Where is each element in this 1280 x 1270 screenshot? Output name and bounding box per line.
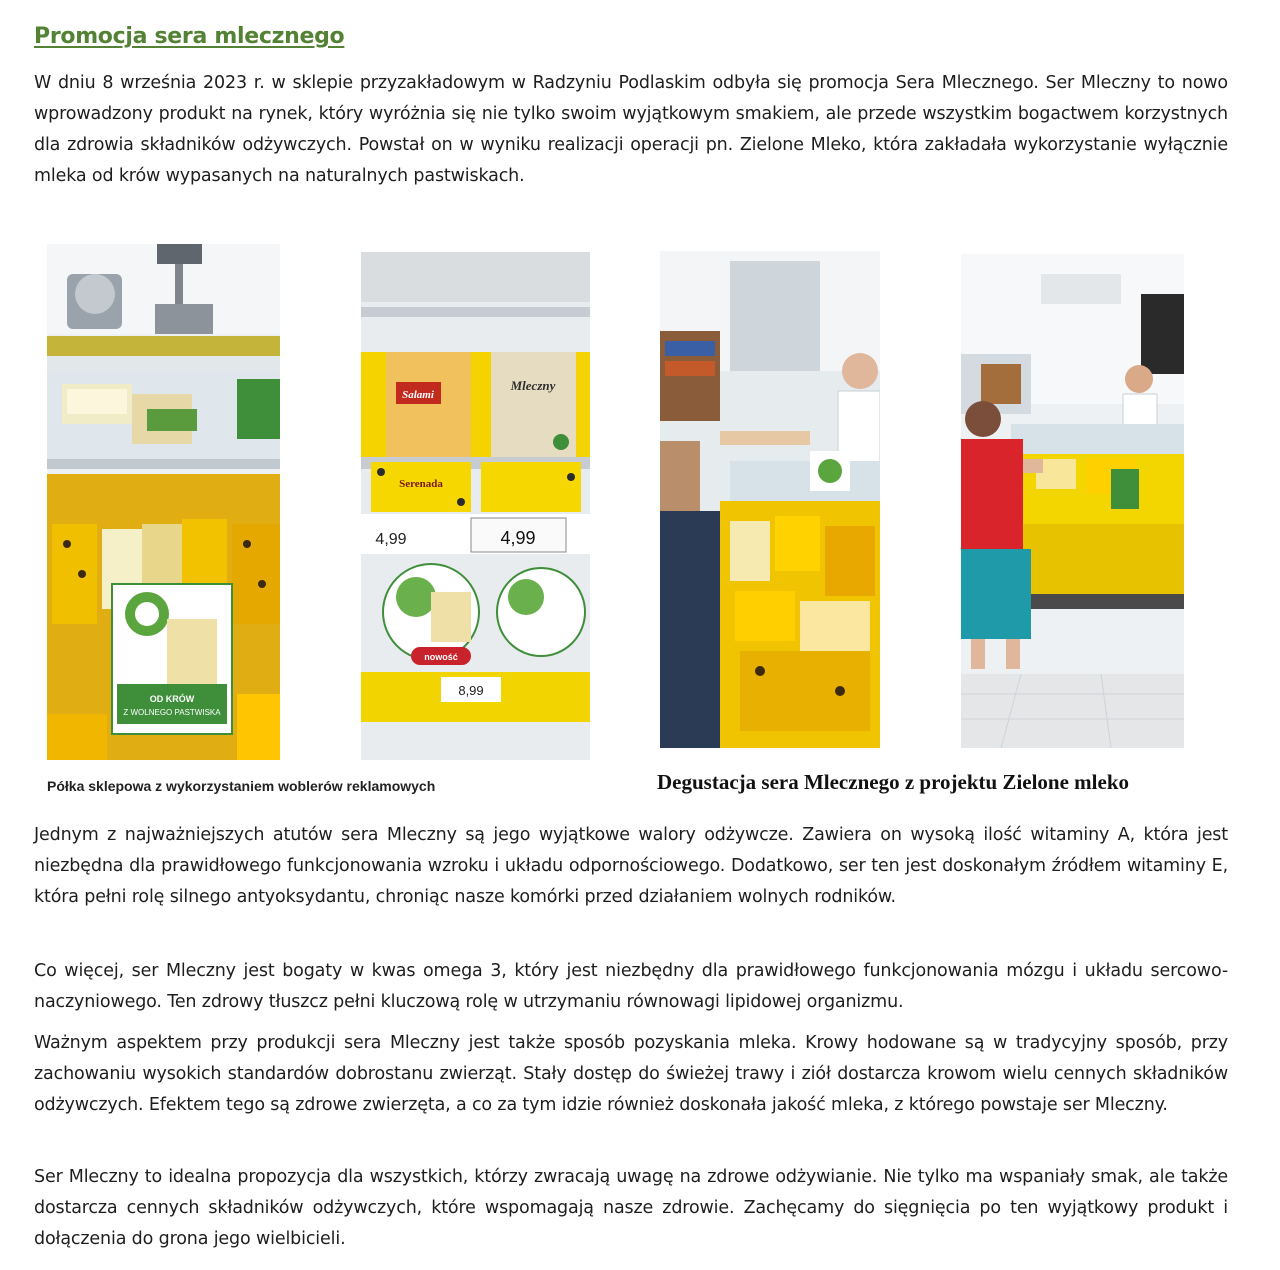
page-title: Promocja sera mlecznego [34, 24, 345, 49]
mleczny-pack-label: Mleczny [510, 378, 556, 393]
photo-shelf-products [361, 252, 590, 760]
photo-deli-counter-cheese [47, 244, 280, 760]
price-tag-2: 4,99 [500, 528, 536, 548]
paragraph-nutrition: Jednym z najważniejszych atutów sera Mleczny są jego wyjątkowe walory odżywcze. Zawiera on wysoką ilość witaminy A, która jest niezbędna dla prawidłowego funkcjonowania wzroku i układu odpornościowego. Dodatkowo, ser ten jest doskonałym źródłem witaminy E, która pełni rolę silnego antyoksydantu, chroniąc nasze komórki przed działaniem wolnych rodników. [34, 825, 1228, 907]
serenada-label-1: Serenada [399, 478, 443, 490]
price-tag-3: 8,99 [458, 683, 484, 698]
svg-text:Z WOLNEGO PASTWISKA: Z WOLNEGO PASTWISKA [123, 708, 221, 717]
nowosc-badge: nowość [424, 652, 458, 662]
salami-pack-label: Salami [402, 389, 434, 401]
paragraph-conclusion: Ser Mleczny to idealna propozycja dla wszystkich, którzy zwracają uwagę na zdrowe odżywianie. Nie tylko ma wspaniały smak, ale także dostarcza cennych składników odżywczych, które wspomagają nasze zdrowie. Zachęcamy do sięgnięcia po ten wyjątkowy produkt i dołączenia do grona jego wielbicieli. [34, 1167, 1228, 1249]
caption-tasting: Degustacja sera Mlecznego z projektu Zielone mleko [657, 770, 1130, 794]
intro-paragraph: W dniu 8 września 2023 r. w sklepie przyzakładowym w Radzyniu Podlaskim odbyła się promocja Sera Mlecznego. Ser Mleczny to nowo wprowadzony produkt na rynek, który wyróżnia się nie tylko swoim wyjątkowym smakiem, ale przede wszystkim bogactwem korzystnych dla zdrowia składników odżywczych. Powstał on w wyniku realizacji operacji pn. Zielone Mleko, która zakładała wykorzystanie wyłącznie mleka od krów wypasanych na naturalnych pastwiskach. [34, 73, 1228, 186]
svg-text:OD KRÓW: OD KRÓW [149, 694, 195, 704]
paragraph-omega3: Co więcej, ser Mleczny jest bogaty w kwas omega 3, który jest niezbędny dla prawidłowego funkcjonowania mózgu i układu sercowo-naczyniowego. Ten zdrowy tłuszcz pełni kluczową rolę w utrzymaniu równowagi lipidowej organizmu. [34, 961, 1228, 1012]
photo-tasting-counter [660, 251, 880, 748]
photo-customer-tasting [961, 254, 1184, 748]
caption-shelf: Półka sklepowa z wykorzystaniem woblerów reklamowych [47, 778, 436, 794]
paragraph-milk-source: Ważnym aspektem przy produkcji sera Mleczny jest także sposób pozyskania mleka. Krowy hodowane są w tradycyjny sposób, przy zachowaniu wysokich standardów dobrostanu zwierząt. Stały dostęp do świeżej trawy i ziół dostarcza krowom wielu cennych składników odżywczych. Efektem tego są zdrowe zwierzęta, a co za tym idzie również doskonała jakość mleka, z którego powstaje ser Mleczny. [34, 1033, 1228, 1115]
price-tag-1: 4,99 [375, 531, 407, 548]
